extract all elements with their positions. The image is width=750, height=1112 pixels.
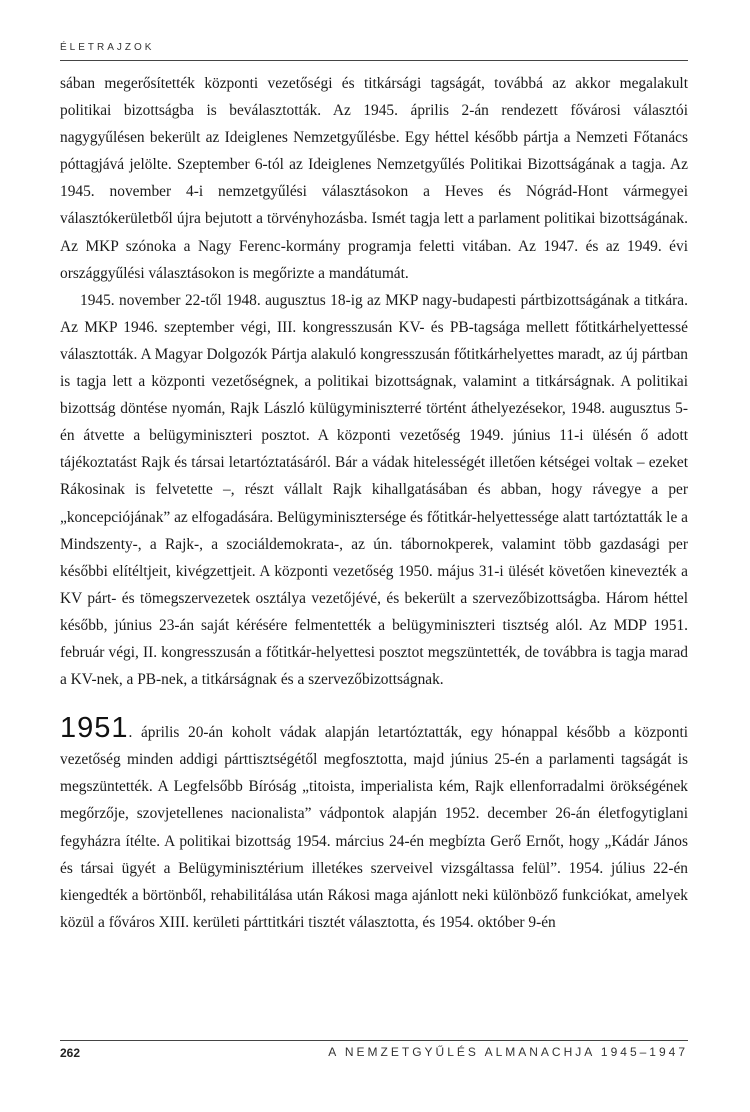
paragraph-1: sában megerősítették központi vezetőségi és titkársági tagságát, továbbá az akkor megalakult politikai bizottságba is beválasztották. Az 1945. április 2-án rendezett fővárosi választói nagygyűlésen bekerült az Ideiglenes Nemzetgyűlésbe. Egy héttel később pártja a Nemzeti Főtanács póttagjává jelölte. Szeptember 6-tól az Ideiglenes Nemzetgyűlés Politikai Bizottságának a tagja. Az 1945. november 4-i nemzetgyűlési választásokon a Heves és Nógrád-Hont vármegyei választókerületből újra bejutott a törvényhozásba. Ismét tagja lett a parlament politikai bizottságának. Az MKP szónoka a Nagy Ferenc-kormány programja feletti vitában. Az 1947. és az 1949. évi országgyűlési választásokon is megőrizte a mandátumát.	[60, 75, 688, 282]
paragraph-3	[60, 712, 688, 936]
year-heading: 1951	[60, 712, 129, 745]
paragraph-3-text: . április 20-án koholt vádak alapján letartóztatták, egy hónappal később a központi vezetőség minden addigi párttisztségétől megfosztotta, majd június 25-én a parlamenti tagságát is megszüntették. A Legfelsőbb Bíróság „titoista, imperialista kém, Rajk ellenforradalmi örökségének megőrzője, szovjetellenes nacionalista” vádpontok alapján 1952. december 26-án életfogytiglani fegyházra ítélte. A politikai bizottság 1954. március 24-én megbízta Gerő Ernőt, hogy „Kádár János és társai ügyét a Belügyminisztérium illetékes szerveivel vizsgáltassa felül”. 1954. július 22-én kiengedték a börtönből, rehabilitálása után Rákosi maga ajánlott neki különböző funkciókat, amelyek közül a főváros XIII. kerületi párttitkári tisztét választotta, és 1954. október 9-én	[60, 724, 688, 931]
book-page	[60, 0, 688, 1112]
header-rule	[60, 60, 688, 61]
page-number: 262	[60, 1046, 81, 1060]
footer-rule	[60, 1040, 688, 1041]
running-head: ÉLETRAJZOK	[60, 42, 155, 53]
paragraph-2: 1945. november 22-től 1948. augusztus 18-ig az MKP nagy-budapesti pártbizottságának a titkára. Az MKP 1946. szeptember végi, III. kongresszusán KV- és PB-tagsága mellett főtitkárhelyettessé választották. A Magyar Dolgozók Pártja alakuló kongresszusán főtitkárhelyettes maradt, az új pártban is tagja lett a központi vezetőségnek, a politikai bizottságnak, valamint a titkárságnak. A politikai bizottság döntése nyomán, Rajk László külügyminiszterré történt áthelyezésekor, 1948. augusztus 5-én átvette a belügyminiszteri posztot. A központi vezetőség 1949. június 11-i ülésén ő adott tájékoztatást Rajk és társai letartóztatásáról. Bár a vádak hitelességét illetően kétségei voltak – ezeket Rákosinak is felvetette –, részt vállalt Rajk kihallgatásában és abban, hogy rávegye a per „koncepciójának” az elfogadására. Belügyminisztersége és főtitkár-helyettessége alatt tartóztatták le a Mindszenty-, a Rajk-, a szociáldemokrata-, az ún. tábornokperek, valamint több gazdasági per későbbi elítéltjeit, kivégzettjeit. A központi vezetőség 1950. május 31-i ülését követően kinevezték a KV párt- és tömegszervezetek osztálya vezetőjévé, és bekerült a szervezőbizottságba. Három héttel később, június 23-án saját kérésére felmentették a belügyminiszteri tisztség alól. Az MDP 1951. február végi, II. kongresszusán a főtitkár-helyettesi posztot megszüntették, de továbbra is tagja marad a KV-nek, a PB-nek, a titkárságnak és a szervezőbizottságnak.	[60, 291, 688, 689]
body-text	[60, 70, 688, 936]
footer-title: A NEMZETGYŰLÉS ALMANACHJA 1945–1947	[328, 1045, 688, 1059]
